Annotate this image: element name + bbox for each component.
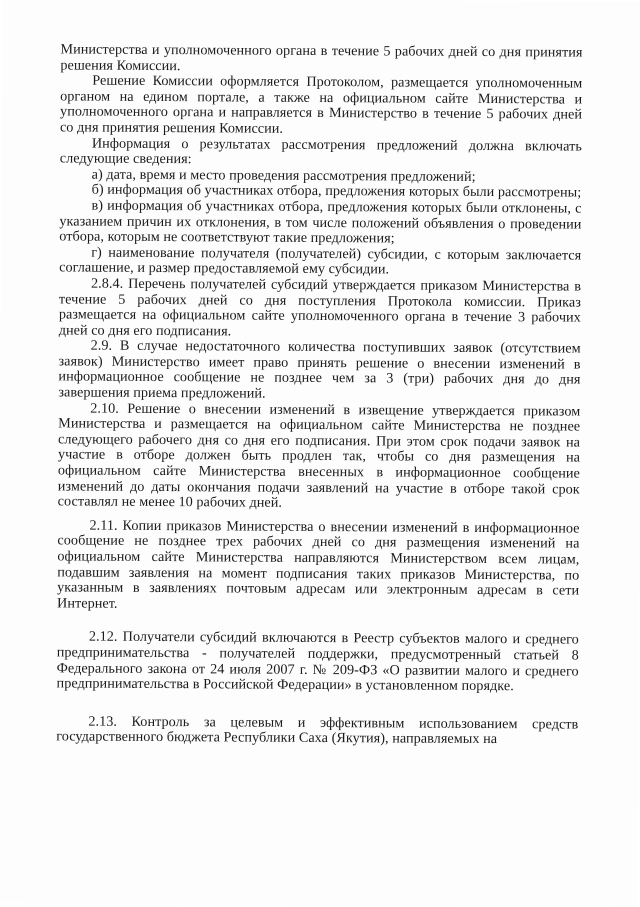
list-item-a: а) дата, время и место проведения рассмотрения предложений; xyxy=(91,166,476,185)
paragraph-commission-decision: Решение Комиссии оформляется Протоколом, размещается уполномоченным органом на едином портале, а также на официальном сайте Министерства и уполномоченного органа и направляется в Министерство в течение 5 рабочих дней со дня принятия решения Комиссии. xyxy=(59,72,583,137)
section-2-10: 2.10. Решение о внесении изменений в извещение утверждается приказом Министерства и размещается на официальном сайте Министерства не позднее следующего рабочего дня со дня его подписания. При этом срок подачи заявок на участие в отборе должен быть продлен так, чтобы со дня размещения на официальном сайте Министерства внесенных в информационное сообщение изменений до даты окончания подачи заявлений на участие в отборе такой срок составлял не менее 10 рабочих дней. xyxy=(57,400,581,511)
list-item-b: б) информация об участниках отбора, предложения которых были рассмотрены; xyxy=(91,181,582,201)
section-2-8-4: 2.8.4. Перечень получателей субсидий утверждается приказом Министерства в течение 5 рабочих дней со дня поступления Протокола комиссии. Приказ размещается на официальном сайте уполномоченного органа в течение 3 рабочих дней со дня его подписания. xyxy=(58,275,582,340)
section-2-9: 2.9. В случае недостаточного количества поступивших заявок (отсутствием заявок) Министерство имеет право принять решение о внесении изменений в информационное сообщение не позднее чем за 3 (три) рабочих дня до дня завершения приема предложений. xyxy=(58,337,581,402)
document-body xyxy=(56,42,582,748)
section-2-13: 2.13. Контроль за целевым и эффективным использованием средств государственного бюджета Республики Саха (Якутия), направляемых на xyxy=(56,713,579,748)
section-2-12: 2.12. Получатели субсидий включаются в Реестр субъектов малого и среднего предпринимательства - получателей поддержки, предусмотренный статьей 8 Федерального закона от 24 июля 2007 г. № 209-ФЗ «О развитии малого и среднего предпринимательства в Российской Федерации» в установленном порядке. xyxy=(56,628,579,695)
paragraph-results-info: Информация о результатах рассмотрения предложений должна включать следующие сведения: xyxy=(59,135,582,168)
list-item-c: в) информация об участниках отбора, предложения которых были отклонены, с указанием причин их отклонения, в том числе положений объявления о проведении отбора, которым не соответствуют такие предложения; xyxy=(59,197,582,247)
paragraph-continuation: Министерства и уполномоченного органа в течение 5 рабочих дней со дня принятия решения Комиссии. xyxy=(60,41,583,74)
section-2-11: 2.11. Копии приказов Министерства о внесении изменений в информационное сообщение не позднее трех рабочих дней со дня размещения изменений на официальном сайте Министерства направляются Министерством всем лицам, подавшим заявления на момент подписания таких приказов Министерства, по указанным в заявлениях почтовым адресам или электронным адресам в сети Интернет. xyxy=(57,517,580,612)
list-item-d: г) наименование получателя (получателей) субсидии, с которым заключается соглашение, и размер предоставляемой ему субсидии. xyxy=(59,244,582,278)
